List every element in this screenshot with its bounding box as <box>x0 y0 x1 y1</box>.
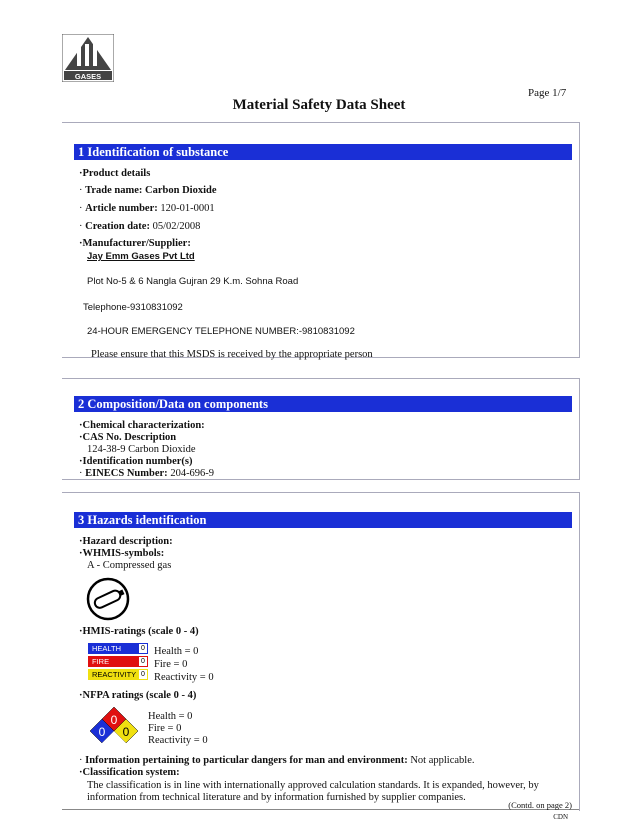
compressed-gas-icon <box>86 577 130 621</box>
chemical-characterization: · Chemical characterization: <box>79 420 205 431</box>
footer-code: CDN <box>553 813 568 821</box>
classification-text-2: information from technical literature and by information furnished by supplier companies. <box>87 792 466 803</box>
creation-date-value: 05/02/2008 <box>152 221 201 232</box>
hmis-health-text: Health = 0 <box>154 646 199 657</box>
creation-date-line <box>79 221 200 232</box>
section-heading: 3 Hazards identification <box>74 512 572 528</box>
hmis-reactivity-text: Reactivity = 0 <box>154 672 214 683</box>
hmis-title: · HMIS-ratings (scale 0 - 4) <box>79 626 199 637</box>
article-number-line <box>79 203 215 214</box>
continued-note: (Contd. on page 2) <box>508 800 572 810</box>
trade-name-line <box>79 185 216 196</box>
nfpa-reactivity-text: Reactivity = 0 <box>148 735 208 746</box>
hazard-description: · Hazard description: <box>79 536 173 547</box>
nfpa-health-value: 0 <box>98 725 106 739</box>
trade-name-value: Carbon Dioxide <box>145 185 217 196</box>
dangers-info-value: Not applicable. <box>410 755 475 766</box>
article-number-label: Article number: <box>85 203 158 214</box>
msds-notice: Please ensure that this MSDS is received by the appropriate person <box>91 349 373 360</box>
einecs-label: EINECS Number: <box>85 468 168 479</box>
hmis-fire <box>88 656 148 667</box>
classification-text-1: The classification is in line with internationally approved calculation standards. It is expanded, however, by <box>87 780 539 791</box>
dangers-info-label: Information pertaining to particular dangers for man and environment: <box>85 755 408 766</box>
trade-name-label: Trade name: <box>85 185 143 196</box>
hmis-reactivity <box>88 669 148 680</box>
article-number-value: 120-01-0001 <box>160 203 215 214</box>
whmis-symbols: · WHMIS-symbols: <box>79 548 164 559</box>
classification-label: · Classification system: <box>79 767 180 778</box>
nfpa-fire-value: 0 <box>110 713 118 727</box>
product-details-label: · Product details <box>79 168 150 179</box>
hmis-health <box>88 643 148 654</box>
dangers-info-line <box>79 755 475 766</box>
nfpa-title: · NFPA ratings (scale 0 - 4) <box>79 690 196 701</box>
hmis-reactivity-label: REACTIVITY <box>92 670 137 679</box>
section-composition <box>62 378 580 480</box>
identification-numbers: · Identification number(s) <box>79 456 192 467</box>
company-name: Jay Emm Gases Pvt Ltd <box>87 251 195 262</box>
nfpa-health-text: Health = 0 <box>148 711 193 722</box>
nfpa-diamond-icon <box>88 705 140 749</box>
company-telephone: Telephone-9310831092 <box>83 302 183 313</box>
cas-description-header: · CAS No. Description <box>79 432 176 443</box>
company-address: Plot No-5 & 6 Nangla Gujran 29 K.m. Sohna Road <box>87 276 299 287</box>
footer-rule <box>62 809 579 810</box>
page-number: Page 1/7 <box>528 87 567 99</box>
einecs-line <box>79 468 214 479</box>
nfpa-reactivity-value: 0 <box>122 725 130 739</box>
hmis-fire-label: FIRE <box>92 657 110 666</box>
section-identification <box>62 122 580 358</box>
svg-text:GASES: GASES <box>74 72 102 81</box>
creation-date-label: Creation date: <box>85 221 150 232</box>
einecs-value: 204-696-9 <box>170 468 215 479</box>
emergency-number: 24-HOUR EMERGENCY TELEPHONE NUMBER:-9810831092 <box>87 326 355 337</box>
section-hazards <box>62 492 580 811</box>
company-logo <box>62 34 114 82</box>
hmis-health-label: HEALTH <box>92 644 122 653</box>
hmis-reactivity-value: 0 <box>139 670 147 679</box>
hmis-fire-text: Fire = 0 <box>154 659 188 670</box>
document-title: Material Safety Data Sheet <box>232 97 406 113</box>
section-heading: 1 Identification of substance <box>74 144 572 160</box>
whmis-value: A - Compressed gas <box>87 560 172 571</box>
hmis-fire-value: 0 <box>139 657 147 666</box>
manufacturer-label: · Manufacturer/Supplier: <box>79 238 191 249</box>
nfpa-fire-text: Fire = 0 <box>148 723 182 734</box>
section-heading: 2 Composition/Data on components <box>74 396 572 412</box>
hmis-health-value: 0 <box>139 644 147 653</box>
cas-value: 124-38-9 Carbon Dioxide <box>87 444 196 455</box>
